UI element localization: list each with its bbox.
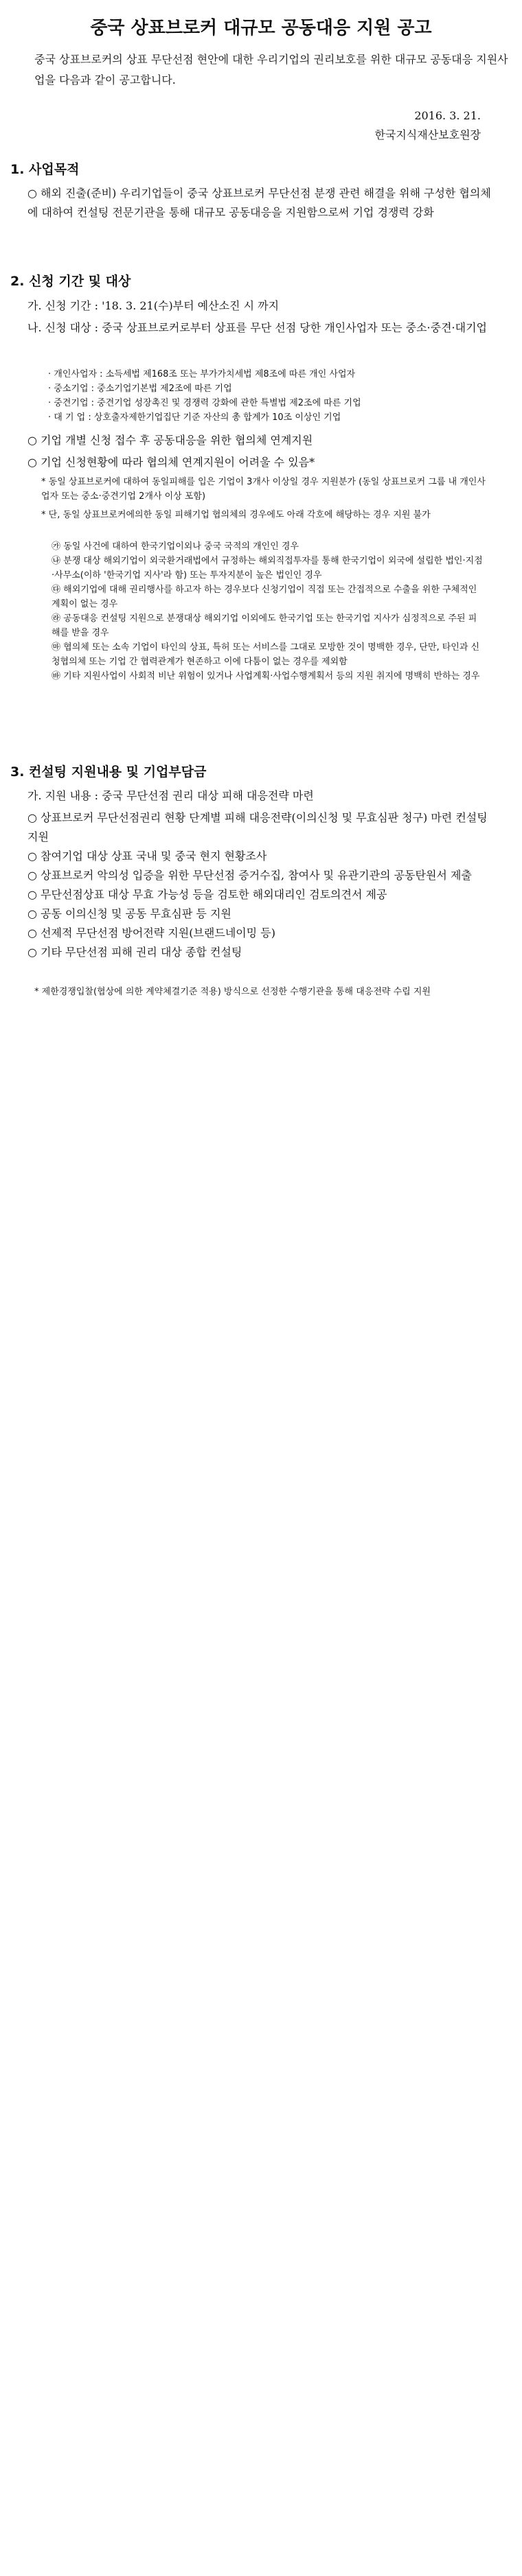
s1-body: ○ 해외 진출(준비) 우리기업들이 중국 상표브로커 무단선점 분쟁 관련 해결을 위해 구성한 협의체에 대하여 컨설팅 전문기관을 통해 대규모 공동대응을 지원함으로써 기업 경쟁력 강화 — [27, 187, 491, 219]
s2-cond2: ○ 기업 신청현황에 따라 협의체 연계지원이 어려울 수 있음* — [27, 456, 315, 469]
page-title: 중국 상표브로커 대규모 공동대응 지원 공고 — [90, 18, 432, 38]
s2-heading: 2. 신청 기간 및 대상 — [10, 274, 131, 289]
s2-period: 가. 신청 기간 : '18. 3. 21(수)부터 예산소진 시 까지 — [27, 299, 280, 312]
s1-heading: 1. 사업목적 — [10, 162, 80, 177]
s2-note2: * 단, 동일 상표브로커에의한 동일 피해기업 협의체의 경우에도 아래 각호에 해당하는 경우 지원 불가 — [41, 510, 431, 520]
date: 2016. 3. 21. — [414, 109, 481, 122]
s2-cond1: ○ 기업 개별 신청 접수 후 공동대응을 위한 협의체 연계지원 — [27, 434, 313, 447]
s3-bullets: ○ 상표브로커 무단선점권리 현황 단계별 피해 대응전략(이의신청 및 무효심판 청구) 마련 컨설팅 지원 ○ 참여기업 대상 상표 국내 및 중국 현지 현황조사 ○ 상표브로커 악의성 입증을 위한 무단선점 증거수집, 참여사 및 유관기관의 공동탄원서 제출 ○ 무단선점상표 대상 무효 가능성 등을 검토한 해외대리인 검토의견서 제공 ○ 공동 이의신청 및 공동 무효심판 등 지원 ○ 선제적 무단선점 방어전략 지원(브랜드네이밍 등) ○ 기타 무단선점 피해 권리 대상 종합 컨설팅 — [27, 811, 488, 959]
s2-note1: * 동일 상표브로커에 대하여 동일피해를 입은 기업이 3개사 이상일 경우 지원분가 (동일 상표브로커 그룹 내 개인사업자 또는 중소·중견기업 2개사 이상 포함) — [41, 477, 486, 502]
s3-content: 가. 지원 내용 : 중국 무단선점 권리 대상 피해 대응전략 마련 — [27, 789, 314, 802]
issuer: 한국지식재산보호원장 — [374, 128, 481, 141]
intro-text: 중국 상표브로커의 상표 무단선점 현안에 대한 우리기업의 권리보호를 위한 대규모 공동대응 지원사업을 다음과 같이 공고합니다. — [34, 53, 508, 86]
date-block — [374, 106, 481, 145]
s3-heading: 3. 컨설팅 지원내용 및 기업부담금 — [10, 764, 207, 780]
s3-note: * 제한경쟁입찰(협상에 의한 계약체결기준 적용) 방식으로 선정한 수행기관을 통해 대응전략 수립 지원 — [34, 987, 431, 997]
s2-items: ㉮ 동일 사건에 대하여 한국기업이외나 중국 국적의 개인인 경우 ㉯ 분쟁 대상 해외기업이 외국환거래법에서 규정하는 해외직접투자를 통해 한국기업이 외국에 설립한 법인·지점·사무소(이하 '한국기업 지사'라 함) 또는 투자지분이 높은 법인인 경우 ㉰ 해외기업에 대해 권리행사를 하고자 하는 경우보다 신청기업이 직접 또는 간접적으로 수출을 위한 구체적인 계획이 없는 경우 ㉱ 공동대응 컨설팅 지원으로 분쟁대상 해외기업 이외에도 한국기업 또는 한국기업 지사가 심정적으로 주된 피해를 받을 경우 ㉲ 협의체 또는 소속 기업이 타인의 상표, 특허 또는 서비스를 그대로 모방한 것이 명백한 경우, 단만, 타인과 신청협의체 또는 기업 간 협력관계가 현존하고 이에 다툼이 없는 경우를 제외함 ㉳ 기타 지원사업이 사회적 비난 위험이 있거나 사업계획·사업수행계획서 등의 지원 취지에 명백히 반하는 경우 — [52, 541, 483, 681]
s2-target: 나. 신청 대상 : 중국 상표브로커로부터 상표를 무단 선점 당한 개인사업자 또는 중소·중견·대기업 — [27, 321, 488, 334]
s2-types: · 개인사업자 : 소득세법 제168조 또는 부가가치세법 제8조에 따른 개인 사업자 · 중소기업 : 중소기업기본법 제2조에 따른 기업 · 중견기업 : 중견기업 성장촉진 및 경쟁력 강화에 관한 특별법 제2조에 따른 기업 · 대 기 업 : 상호출자제한기업집단 기준 자산의 총 합계가 10조 이상인 기업 — [48, 369, 361, 423]
